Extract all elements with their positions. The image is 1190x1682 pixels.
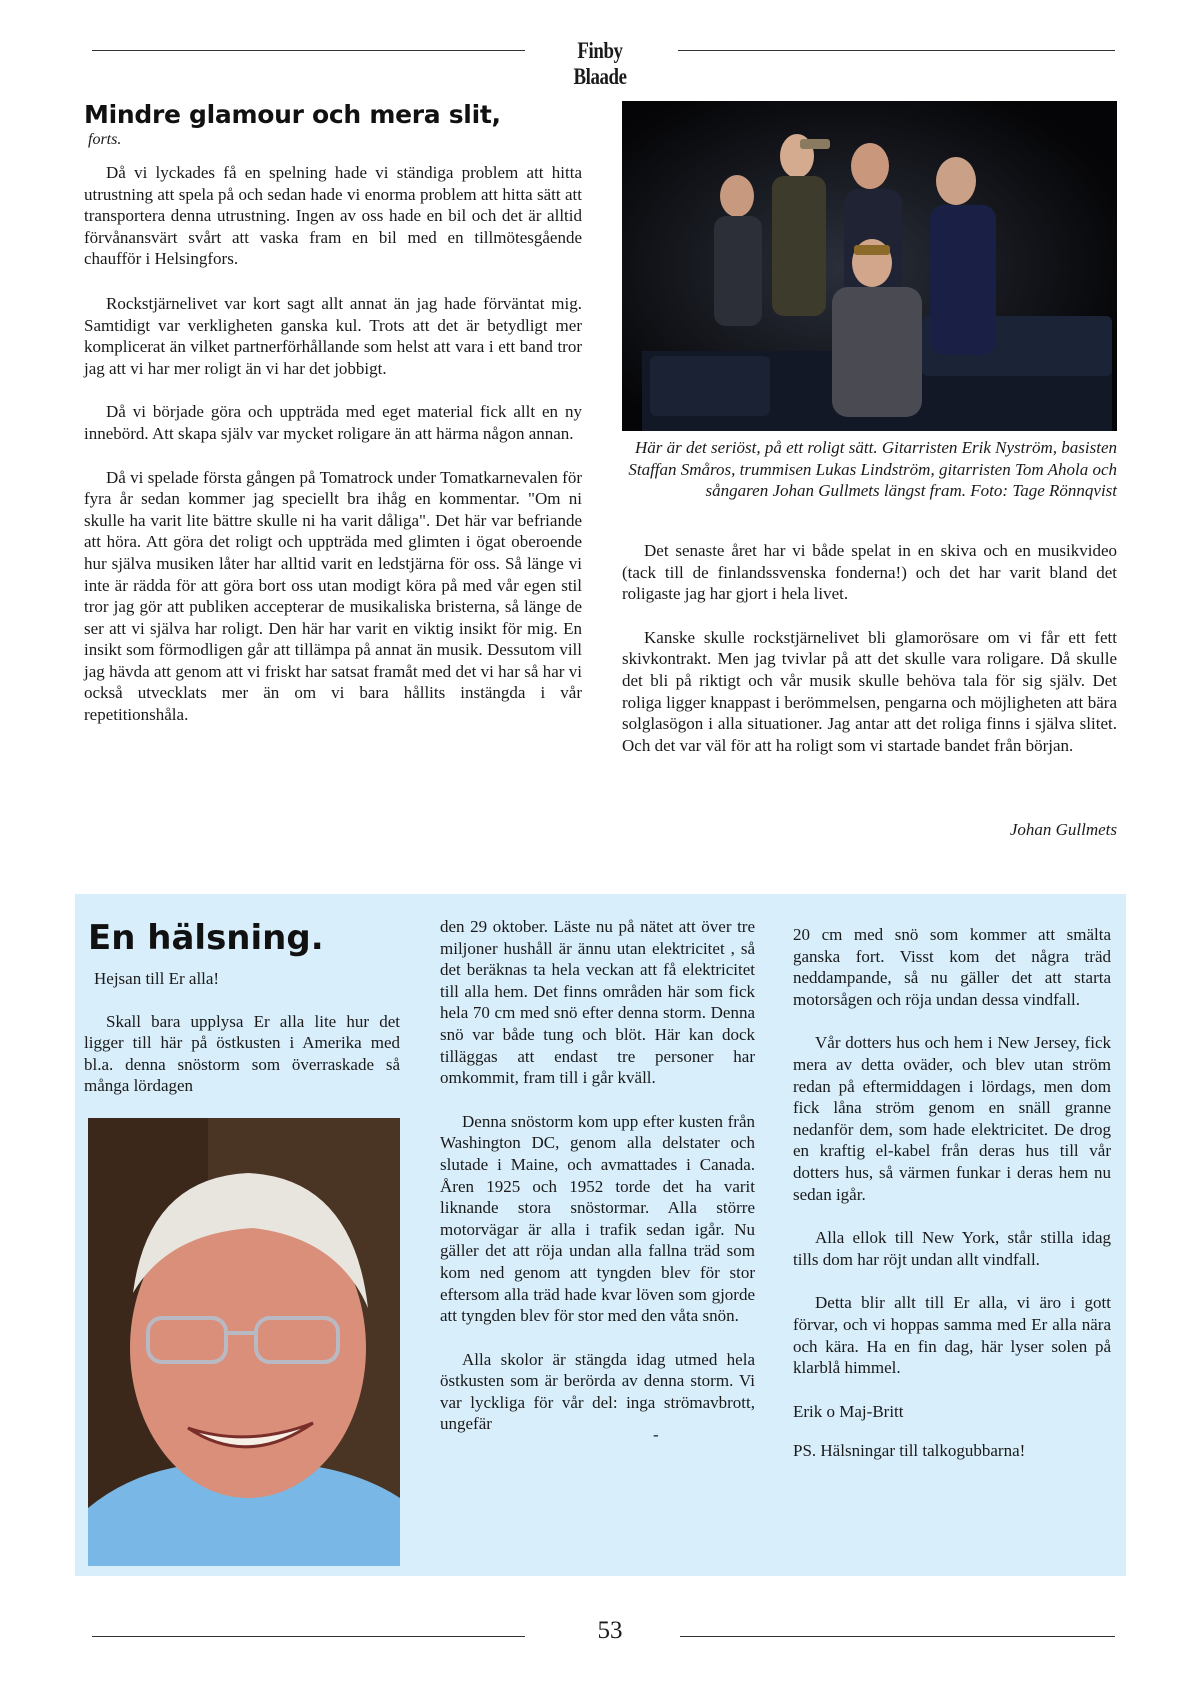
paragraph: Då vi började göra och uppträda med eget material fick allt en ny innebörd. Att skapa själv var mycket roligare än att härma någon annan. xyxy=(84,402,582,443)
article-continued-label: forts. xyxy=(88,131,122,148)
footer-rule-left xyxy=(92,1636,525,1637)
article-left-column xyxy=(84,162,582,748)
greeting-salutation: Hejsan till Er alla! xyxy=(94,969,220,988)
paragraph: Rockstjärnelivet var kort sagt allt annat än jag hade förväntat mig. Samtidigt var verkligheten ganska kul. Trots att det är betydligt mer komplicerat än vilket partnerförhållande som helst att vara i ett band tror jag att vi har mer roligt än vi har det jobbigt. xyxy=(84,293,582,378)
photo-caption: Här är det seriöst, på ett roligt sätt. Gitarristen Erik Nyström, basisten Staffan Småros, trummisen Lukas Lindström, gitarristen Tom Ahola och sångaren Johan Gullmets längst fram. Foto: Tage Rönnqvist xyxy=(628,438,1117,500)
greeting-column-2 xyxy=(440,916,755,1457)
greeting-column-3 xyxy=(793,924,1111,1484)
signature: Erik o Maj-Britt xyxy=(793,1401,904,1421)
paragraph: Detta blir allt till Er alla, vi äro i gott förvar, och vi hoppas samma med Er alla nära och kära. Ha en fin dag, här lyser solen på klarblå himmel. xyxy=(793,1293,1111,1378)
paragraph: Denna snöstorm kom upp efter kusten från Washington DC, genom alla delstater och slutade i Maine, och avmattades i Canada. Åren 1925 och 1952 torde det ha varit liknande stora snöstormar. Alla större motorvägar är alla i trafik sedan igår. Nu gäller det att röja undan alla fallna träd som kom ned genom att tyngden blev för stor eftersom alla träd hade kvar löven som gjorde att tyngden blev för stor med den våta snön. xyxy=(440,1111,755,1326)
paragraph: den 29 oktober. Läste nu på nätet att över tre miljoner hushåll är ännu utan elektricitet , så det beräknas ta hela veckan att få elektricitet till alla hem. Det finns områden här som fick hela 70 cm med snö efter denna storm. Denna snö var både tung och blöt. Här kan dock tilläggas att endast tre personer har omkommit, fram till i går kväll. xyxy=(440,917,755,1088)
paragraph: 20 cm med snö som kommer att smälta ganska fort. Visst kom det några träd neddampande, så nu gäller det att starta motorsågen och röja undan dessa vindfall. xyxy=(793,925,1111,1009)
stray-mark: - xyxy=(653,1425,659,1444)
header-rule-right xyxy=(678,50,1115,51)
postscript: PS. Hälsningar till talkogubbarna! xyxy=(793,1441,1026,1461)
header-rule-left xyxy=(92,50,525,51)
paragraph: Då vi lyckades få en spelning hade vi ständiga problem att hitta utrustning att spela på och sedan hade vi enorma problem att hitta sätt att transportera denna utrustning. Ingen av oss hade en bil och det är alltid förvånansvärt svårt att vaska fram en bil med en tillmötesgående chaufför i Helsingfors. xyxy=(84,163,582,269)
paragraph: Det senaste året har vi både spelat in en skiva och en musikvideo (tack till de finlandssvenska fonderna!) och det har varit bland det roligaste jag har gjort i hela livet. xyxy=(622,541,1117,604)
footer-rule-right xyxy=(680,1636,1115,1637)
greeting-title: En hälsning. xyxy=(88,918,324,958)
paragraph: Då vi spelade första gången på Tomatrock under Tomatkarnevalen för fyra år sedan kommer jag speciellt bra ihåg en kommentar. "Om ni skulle ha varit lite bättre skulle ni ha varit dåliga". Det här var befriande att höra. Att göra det roligt och uppträda med glimten i ögat oberoende hur själva musiken låter har alltid varit en ledstjärna för oss. Så länge vi inte är rädda för att göra bort oss utan modigt köra på med vår egen stil tror jag gör att publiken accepterar de musikaliska bristerna, så länge de ser att vi själva har roligt. Den här har varit en viktig insikt för mig. En insikt som förmodligen går att tillämpa på annat än musik. Dessutom vill jag hävda att genom att vi friskt har satsat framåt med det vi har så har vi också utvecklats mer än om vi bara hållits instängda i vår repetitionshåla. xyxy=(84,467,582,725)
portrait-photo xyxy=(88,1118,400,1566)
paragraph: Kanske skulle rockstjärnelivet bli glamorösare om vi får ett fett skivkontrakt. Men jag tvivlar på att det skulle vara roligare. Då skulle det bli på riktigt och vår musik skulle behöva tala för sig själv. Det roliga ligger knappast i berömmelsen, pengarna och möjligheten att bära solglasögon i alla situationer. Jag antar att det roliga finns i själva slitet. Och det var väl för att ha roligt som vi startade bandet från början. xyxy=(622,627,1117,755)
paragraph: Alla ellok till New York, står stilla idag tills dom har röjt undan allt vindfall. xyxy=(793,1228,1111,1269)
byline: Johan Gullmets xyxy=(1009,820,1117,839)
article-right-column xyxy=(622,540,1117,778)
paragraph: Alla skolor är stängda idag utmed hela östkusten som är berörda av denna storm. Vi var lyckliga för vår del: inga strömavbrott, ungefär xyxy=(440,1349,755,1434)
greeting-column-1 xyxy=(84,968,400,1119)
paragraph: Skall bara upplysa Er alla lite hur det ligger till här på östkusten i Amerika med bl.a. denna snöstorm som överraskade så många lördagen xyxy=(84,1011,400,1096)
article-title: Mindre glamour och mera slit, xyxy=(84,100,501,129)
band-photo xyxy=(622,101,1117,431)
page-number: 53 xyxy=(597,1617,623,1644)
paragraph: Vår dotters hus och hem i New Jersey, fick mera av detta oväder, och blev utan ström redan på eftermiddagen i lördags, men dom fick låna ström genom en snäll granne nedanför dem, som hade elektricitet. De drog en kraftig el-kabel från deras hus till vår dotters hus, så värmen funkar i deras hem nu sedan igår. xyxy=(793,1033,1111,1204)
masthead: Finby Blaade xyxy=(573,38,627,89)
